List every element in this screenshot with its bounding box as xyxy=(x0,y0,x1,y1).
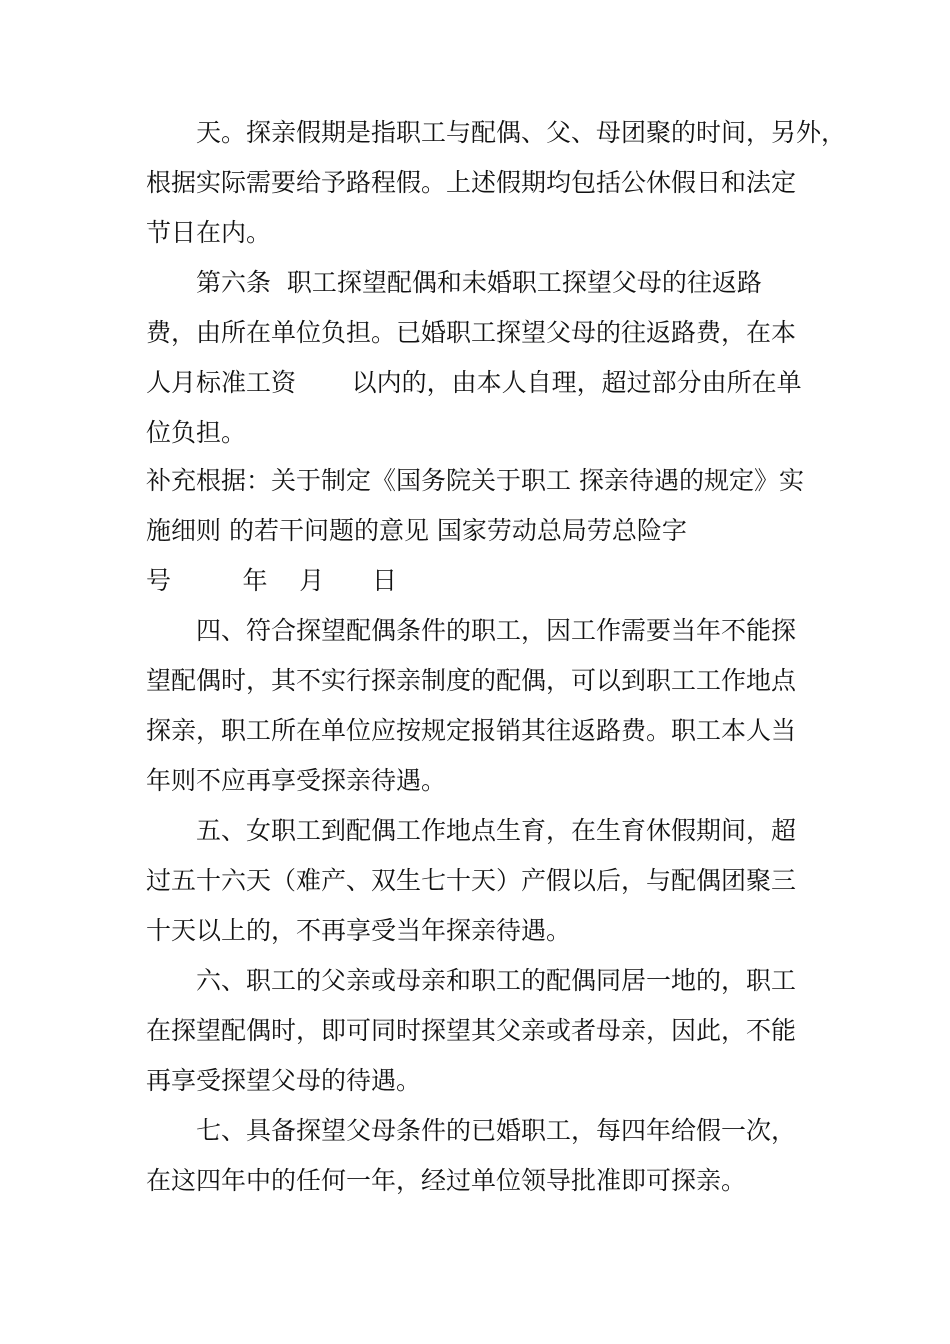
item-four-line: 四、符合探望配偶条件的职工，因工作需要当年不能探 xyxy=(196,616,797,645)
text-line: 天。探亲假期是指职工与配偶、父、母团聚的时间，另外， xyxy=(196,118,847,147)
date-line: 号 年 月 日 xyxy=(146,566,397,595)
text-line: 人月标准工资 以内的，由本人自理，超过部分由所在单 xyxy=(146,368,802,397)
text-line: 再享受探望父母的待遇。 xyxy=(146,1066,422,1095)
text-line: 位负担。 xyxy=(146,418,247,447)
item-seven-line: 七、具备探望父母条件的已婚职工，每四年给假一次， xyxy=(196,1116,797,1145)
item-six-line: 六、职工的父亲或母亲和职工的配偶同居一地的，职工 xyxy=(196,966,797,995)
text-line: 探亲，职工所在单位应按规定报销其往返路费。职工本人当 xyxy=(146,716,797,745)
article-heading-line: 第六条 职工探望配偶和未婚职工探望父母的往返路 xyxy=(196,268,762,297)
text-line: 年则不应再享受探亲待遇。 xyxy=(146,766,447,795)
text-line: 十天以上的，不再享受当年探亲待遇。 xyxy=(146,916,572,945)
text-line: 过五十六天（难产、双生七十天）产假以后，与配偶团聚三 xyxy=(146,866,797,895)
supplement-line: 施细则 的若干问题的意见 国家劳动总局劳总险字 xyxy=(146,516,687,545)
text-line: 根据实际需要给予路程假。上述假期均包括公休假日和法定 xyxy=(146,168,797,197)
supplement-line: 补充根据：关于制定《国务院关于职工 探亲待遇的规定》实 xyxy=(146,466,804,495)
item-five-line: 五、女职工到配偶工作地点生育，在生育休假期间，超 xyxy=(196,816,797,845)
text-line: 在这四年中的任何一年，经过单位领导批准即可探亲。 xyxy=(146,1166,747,1195)
text-line: 费，由所在单位负担。已婚职工探望父母的往返路费，在本 xyxy=(146,318,797,347)
text-line: 在探望配偶时，即可同时探望其父亲或者母亲，因此，不能 xyxy=(146,1016,797,1045)
text-line: 望配偶时，其不实行探亲制度的配偶，可以到职工工作地点 xyxy=(146,666,797,695)
text-line: 节日在内。 xyxy=(146,218,272,247)
